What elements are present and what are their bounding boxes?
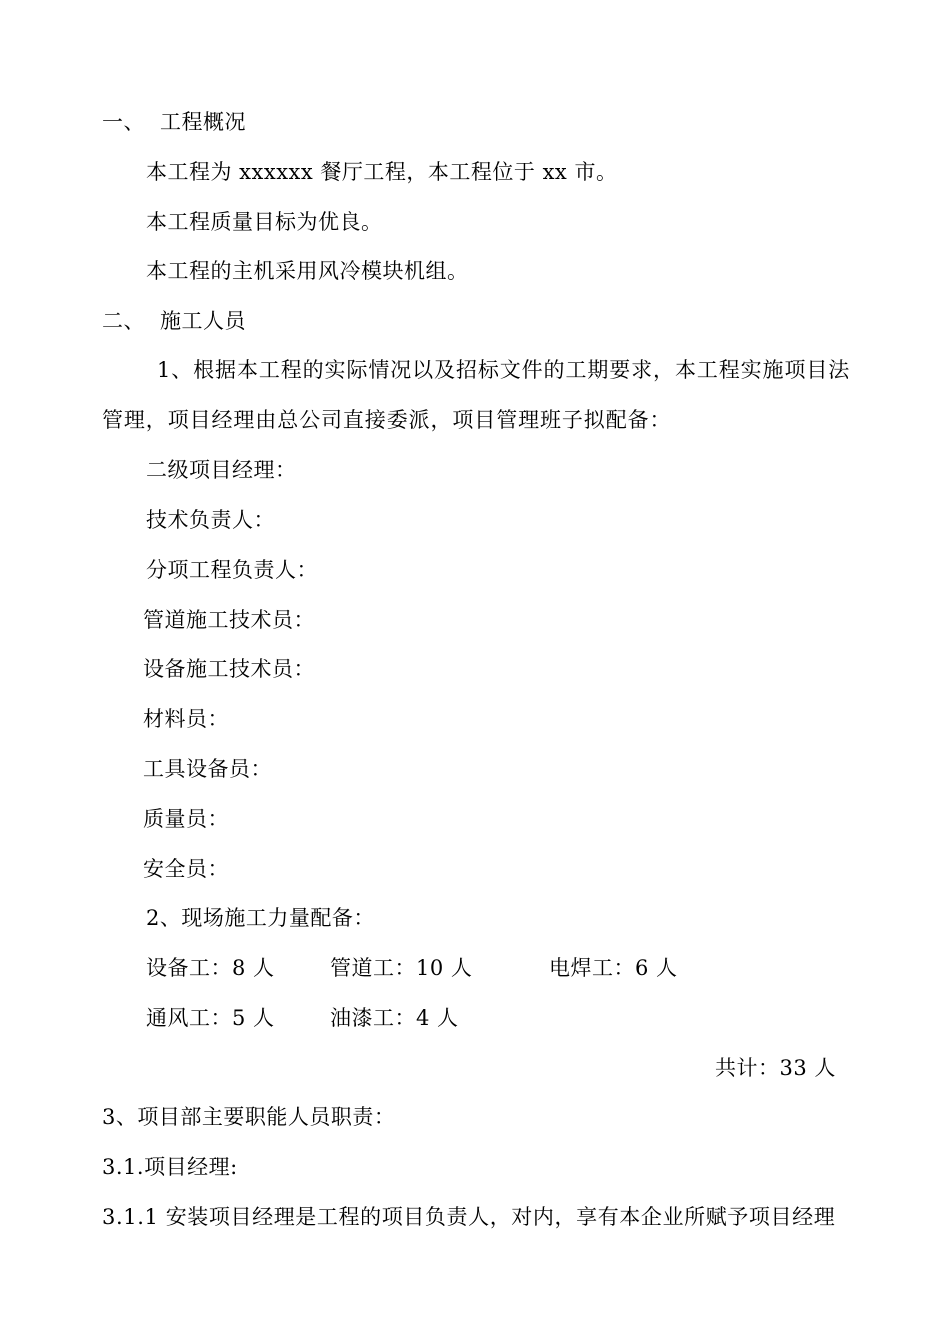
workforce-total: 共计：33 人 <box>715 1056 836 1080</box>
role-line: 质量员： <box>143 807 229 831</box>
role-line: 分项工程负责人： <box>146 558 318 582</box>
section2-intro-line2: 管理，项目经理由总公司直接委派，项目管理班子拟配备： <box>102 408 672 432</box>
section1-title: 工程概况 <box>160 110 246 134</box>
section2-number: 二、 <box>102 309 145 333</box>
section2-intro-line1: 1、根据本工程的实际情况以及招标文件的工期要求，本工程实施项目法 <box>157 358 851 382</box>
role-line: 二级项目经理： <box>146 458 297 482</box>
role-line: 安全员： <box>143 857 229 881</box>
role-line: 材料员： <box>143 707 229 731</box>
role-line: 设备施工技术员： <box>143 657 315 681</box>
section1-paragraph-2: 本工程质量目标为优良。 <box>146 210 383 234</box>
workforce-heading: 2、现场施工力量配备： <box>146 906 375 930</box>
role-line: 工具设备员： <box>143 757 272 781</box>
worker-entry: 管道工：10 人 <box>330 956 473 980</box>
worker-entry: 设备工：8 人 <box>146 956 275 980</box>
section2-heading <box>102 307 246 335</box>
worker-entry: 油漆工：4 人 <box>330 1006 459 1030</box>
section2-title: 施工人员 <box>160 309 246 333</box>
section1-paragraph-1: 本工程为 xxxxxx 餐厅工程，本工程位于 xx 市。 <box>146 160 618 184</box>
section3-subheading: 3.1.项目经理: <box>102 1155 238 1179</box>
section1-number: 一、 <box>102 110 145 134</box>
section1-paragraph-3: 本工程的主机采用风冷模块机组。 <box>146 259 469 283</box>
section3-clause: 3.1.1 安装项目经理是工程的项目负责人，对内，享有本企业所赋予项目经理 <box>102 1205 836 1229</box>
section1-heading <box>102 108 246 136</box>
role-line: 管道施工技术员： <box>143 608 315 632</box>
section3-heading: 3、项目部主要职能人员职责： <box>102 1105 396 1129</box>
worker-entry: 电焊工：6 人 <box>549 956 678 980</box>
role-line: 技术负责人： <box>146 508 275 532</box>
worker-entry: 通风工：5 人 <box>146 1006 275 1030</box>
